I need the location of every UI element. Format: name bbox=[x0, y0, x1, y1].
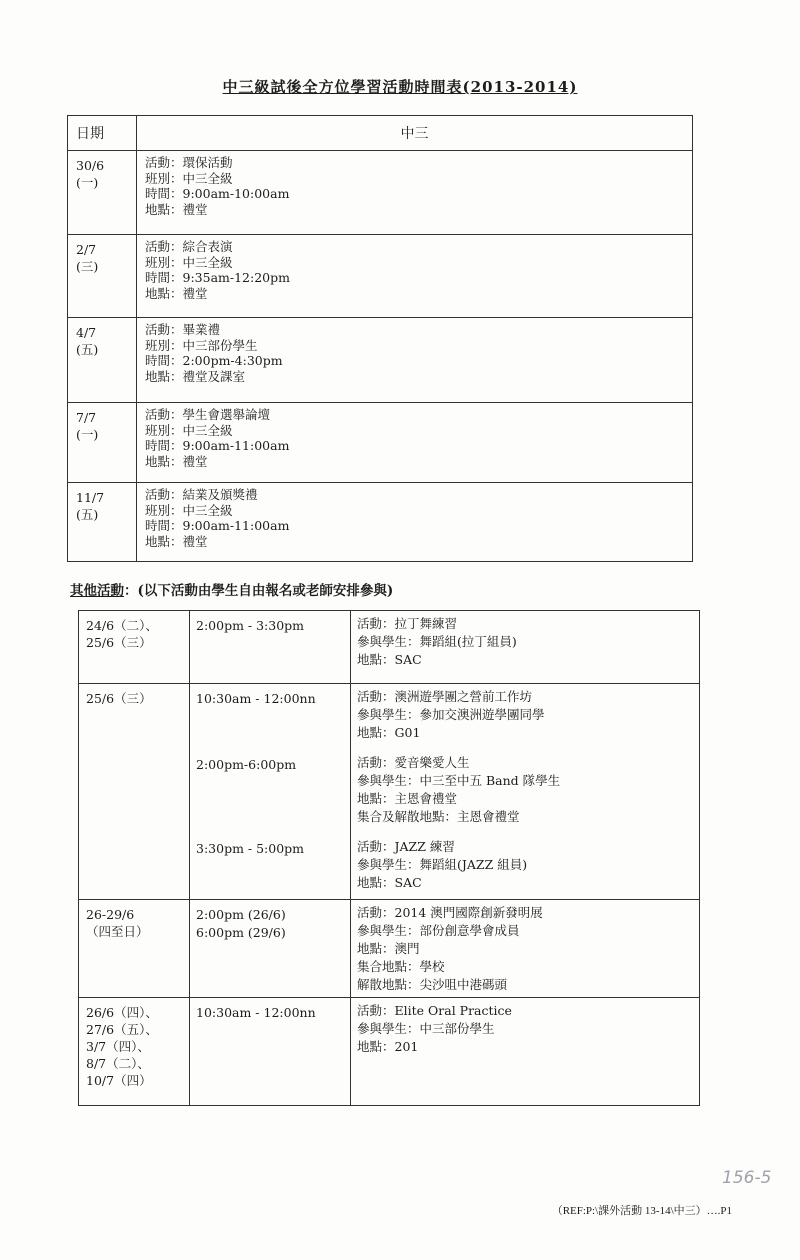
row-dates: 24/6（二）、 25/6（三） bbox=[79, 611, 190, 684]
handwritten-page-note: 156-5 bbox=[722, 1168, 772, 1188]
row-dates: 26/6（四）、 27/6（五）、 3/7（四）、 8/7（二）、 10/7（四） bbox=[79, 998, 190, 1106]
table-row bbox=[68, 151, 693, 235]
row-date: 7/7 (一) bbox=[68, 403, 137, 483]
row-details: 活動：環保活動 班別：中三全級 時間：9:00am-10:00am 地點：禮堂 bbox=[137, 151, 693, 235]
table-row bbox=[79, 611, 700, 684]
row-details: 活動：結業及頒獎禮 班別：中三全級 時間：9:00am-11:00am 地點：禮堂 bbox=[137, 483, 693, 562]
row-details: 活動：綜合表演 班別：中三全級 時間：9:35am-12:20pm 地點：禮堂 bbox=[137, 235, 693, 318]
table-row bbox=[79, 998, 700, 1106]
table-row bbox=[68, 235, 693, 318]
row-details: 活動：2014 澳門國際創新發明展 參與學生：部份創意學會成員 地點：澳門 集合地點：學校 解散地點：尖沙咀中港碼頭 bbox=[351, 900, 700, 998]
table-row bbox=[68, 403, 693, 483]
row-details: 活動：學生會選舉論壇 班別：中三全級 時間：9:00am-11:00am 地點：禮堂 bbox=[137, 403, 693, 483]
row-details: 活動：Elite Oral Practice 參與學生：中三部份學生 地點：201 bbox=[351, 998, 700, 1106]
table-row bbox=[68, 318, 693, 403]
row-details: 活動：畢業禮 班別：中三部份學生 時間：2:00pm-4:30pm 地點：禮堂及課室 bbox=[137, 318, 693, 403]
row-times: 2:00pm - 3:30pm bbox=[190, 611, 351, 684]
row-date: 30/6 (一) bbox=[68, 151, 137, 235]
row-date: 2/7 (三) bbox=[68, 235, 137, 318]
table-row bbox=[68, 483, 693, 562]
table-row bbox=[79, 900, 700, 998]
row-date: 11/7 (五) bbox=[68, 483, 137, 562]
table-row bbox=[79, 684, 700, 900]
footer-reference: （REF:P:\課外活動 13-14\中三）….P1 bbox=[551, 1205, 732, 1217]
row-details: 活動：拉丁舞練習 參與學生：舞蹈組(拉丁組員) 地點：SAC bbox=[351, 611, 700, 684]
header-form3: 中三 bbox=[137, 116, 693, 151]
table-header-row bbox=[68, 116, 693, 151]
other-activities-heading: 其他活動：(以下活動由學生自由報名或老師安排參與) bbox=[70, 583, 394, 599]
row-times: 10:30am - 12:00nn bbox=[190, 998, 351, 1106]
row-dates: 25/6（三） bbox=[79, 684, 190, 900]
row-times: 10:30am - 12:00nn 2:00pm-6:00pm 3:30pm - 5:00pm bbox=[190, 684, 351, 900]
page-title: 中三級試後全方位學習活動時間表(2013-2014) bbox=[222, 78, 578, 96]
header-date: 日期 bbox=[68, 116, 137, 151]
schedule-table bbox=[67, 115, 693, 562]
other-activities-table bbox=[78, 610, 700, 1106]
row-dates: 26-29/6 （四至日） bbox=[79, 900, 190, 998]
row-date: 4/7 (五) bbox=[68, 318, 137, 403]
row-times: 2:00pm (26/6) 6:00pm (29/6) bbox=[190, 900, 351, 998]
row-details: 活動：澳洲遊學團之營前工作坊 參與學生：參加交澳洲遊學團同學 地點：G01 活動：愛音樂愛人生 參與學生：中三至中五 Band 隊學生 地點：主恩會禮堂 集合及解散地點：主恩會禮堂 活動：JAZZ 練習 參與學生：舞蹈組(JAZZ 組員) 地點：SAC bbox=[351, 684, 700, 900]
